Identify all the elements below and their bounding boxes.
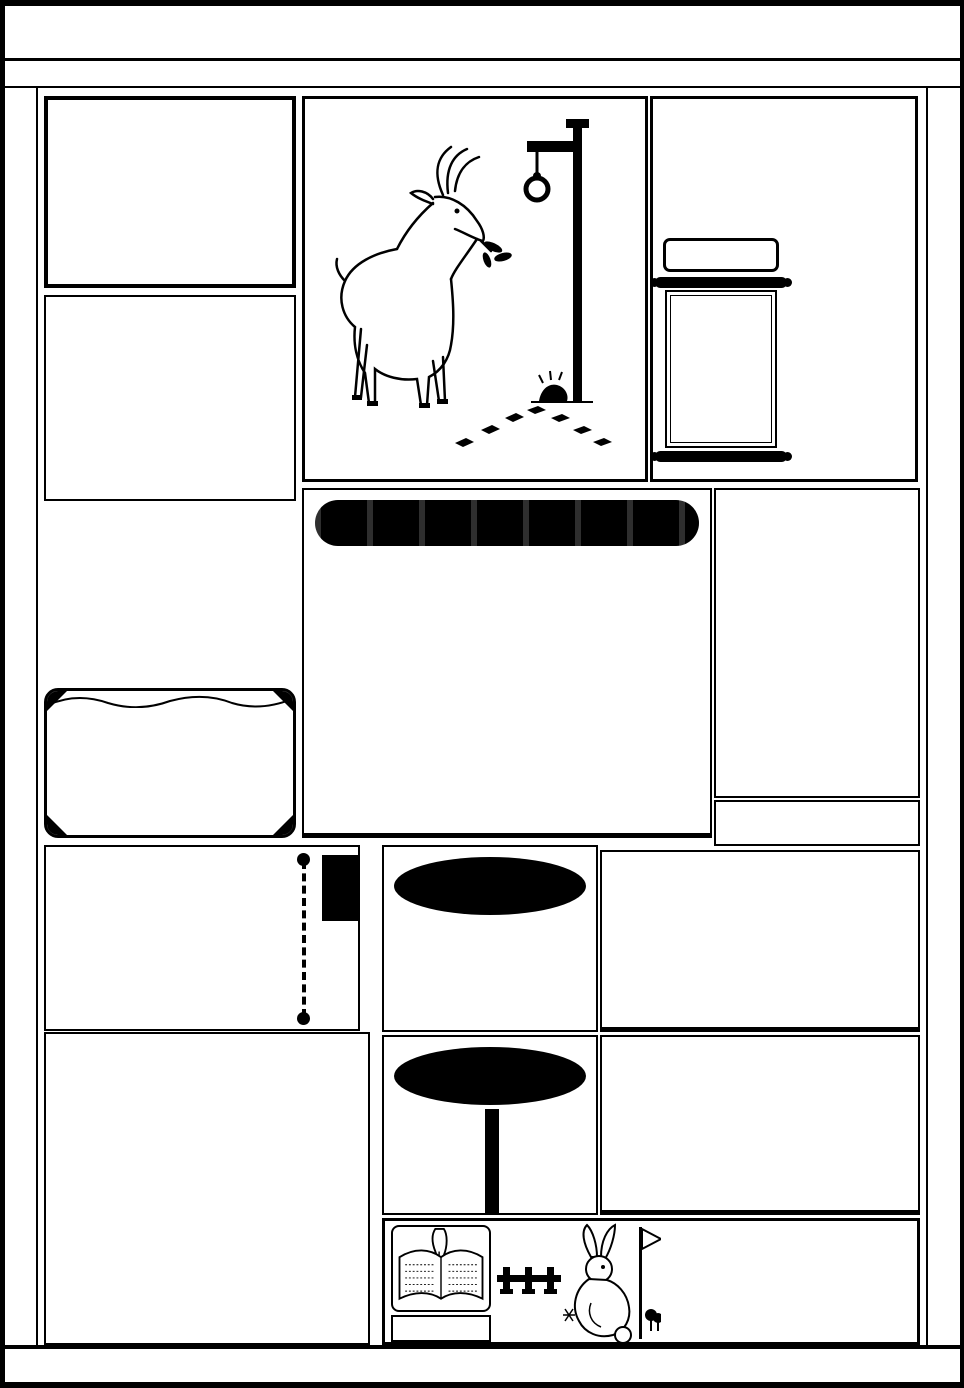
special-code-text — [54, 349, 228, 495]
deer-illustration-box — [302, 96, 648, 482]
footprints — [455, 406, 612, 447]
special-code-box — [44, 295, 296, 501]
treasure-map-box — [382, 1218, 920, 1345]
page-edge — [960, 0, 964, 1388]
mystery-greeting-box — [44, 845, 360, 1031]
special-open-box — [382, 1035, 598, 1215]
fence-illustration — [497, 1261, 561, 1299]
page-edge — [0, 0, 5, 1388]
special-analysis-box — [600, 1035, 920, 1215]
right-border-strip — [926, 88, 964, 1345]
sixhe-title-box — [650, 96, 918, 482]
pointing-hand-book-illustration — [393, 1227, 489, 1310]
divider-bar — [485, 1109, 499, 1213]
computer-analysis-box — [302, 488, 712, 838]
computer-analysis-banner — [315, 500, 699, 546]
deer-illustration — [305, 99, 645, 479]
scroll-title — [663, 238, 779, 272]
total-open-badge — [394, 857, 586, 915]
special-open-badge — [394, 1047, 586, 1105]
scroll-roller — [655, 277, 787, 288]
tip-label — [322, 855, 358, 921]
hedgehog-figure — [531, 371, 593, 402]
wavy-divider — [48, 694, 292, 708]
year-stats-box — [714, 488, 920, 798]
scroll-verse — [667, 292, 681, 446]
zodiac-puzzle-box — [44, 1032, 370, 1345]
total-analysis-box — [600, 850, 920, 1032]
page-edge — [0, 0, 964, 6]
explainer-label — [391, 1315, 491, 1342]
hot-cold-table-box — [44, 96, 296, 288]
puzzle-grid — [48, 1074, 366, 1341]
contribution-box — [44, 688, 296, 838]
book-illustration-box — [391, 1225, 491, 1312]
left-border-strip — [0, 88, 38, 1345]
scroll-body — [665, 290, 777, 448]
total-open-box — [382, 845, 598, 1032]
dashed-divider — [302, 861, 306, 1017]
corner-decoration — [47, 815, 67, 835]
page-edge — [0, 1382, 964, 1388]
top-border-strip — [0, 58, 964, 88]
rabbit-flag-illustration — [561, 1223, 661, 1345]
corner-decoration — [273, 815, 293, 835]
roar-small-buy-double — [714, 800, 920, 846]
scroll-roller — [655, 451, 787, 462]
